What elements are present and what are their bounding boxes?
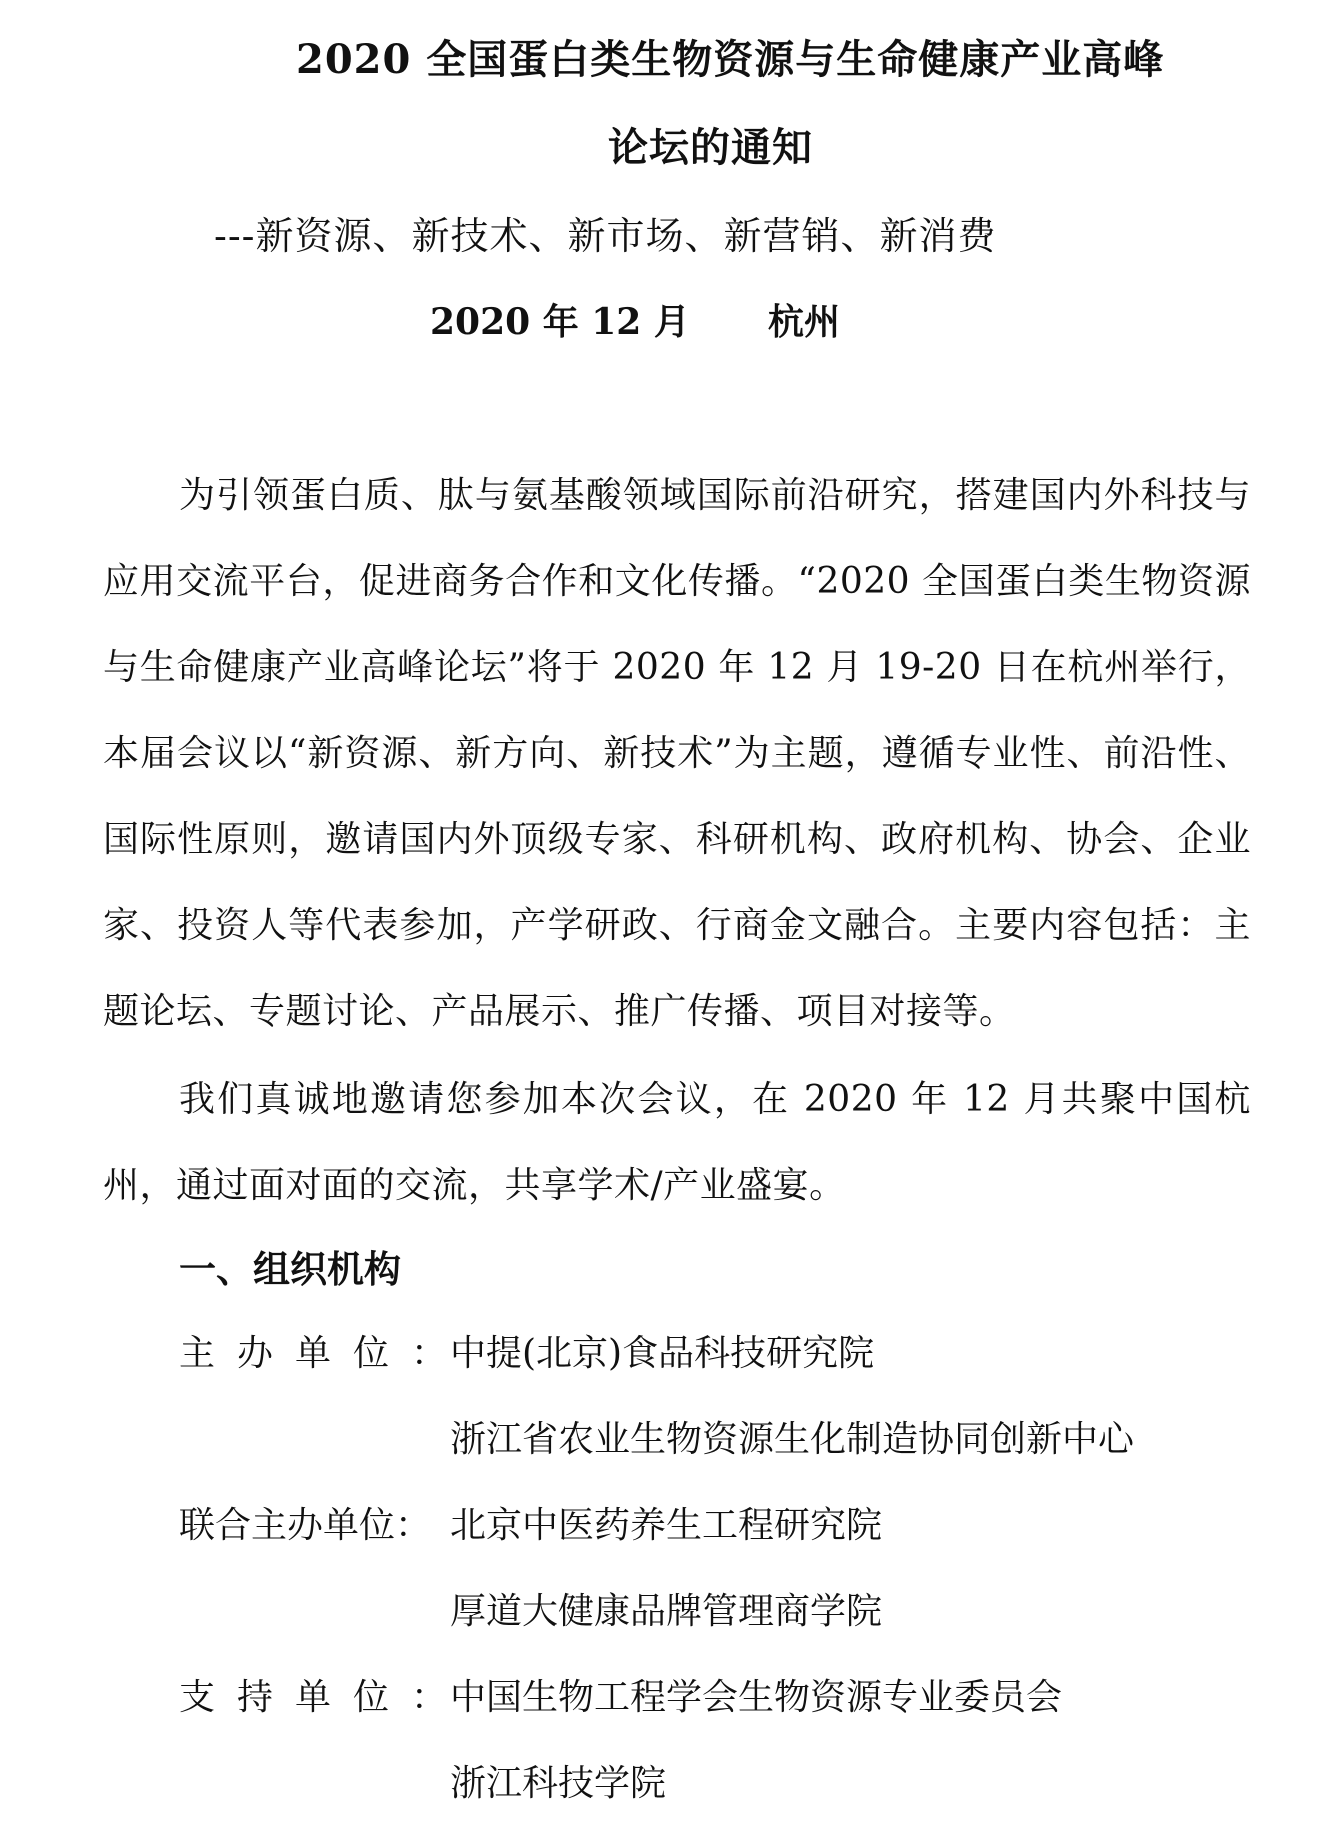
- intro-paragraph: 为引领蛋白质、肽与氨基酸领域国际前沿研究，搭建国内外科技与应用交流平台，促进商务合作和文化传播。“2020 全国蛋白类生物资源与生命健康产业高峰论坛”将于 2020 年 12 月 19-20 日在杭州举行，本届会议以“新资源、新方向、新技术”为主题，遵循专业性、前沿性、国际性原则，邀请国内外顶级专家、科研机构、政府机构、协会、企业家、投资人等代表参加，产学研政、行商金文融合。主要内容包括：主题论坛、专题讨论、产品展示、推广传播、项目对接等。: [103, 475, 1251, 1032]
- section-heading-organization: 一、组织机构: [179, 1247, 401, 1291]
- conference-date: 2020 年 12 月: [430, 301, 690, 343]
- organizer-cohost-2: 厚道大健康品牌管理商学院: [450, 1591, 883, 1632]
- organizer-host-1: 中提(北京)食品科技研究院: [450, 1333, 875, 1374]
- organizer-label-cohost: 联合主办单位：: [179, 1505, 432, 1546]
- subtitle: ---新资源、新技术、新市场、新营销、新消费: [214, 214, 997, 258]
- organizer-host-2: 浙江省农业生物资源生化制造协同创新中心: [450, 1419, 1135, 1460]
- organizer-supporter-2: 浙江科技学院: [450, 1763, 667, 1804]
- conference-place: 杭州: [768, 301, 841, 343]
- title-line-1: 2020 全国蛋白类生物资源与生命健康产业高峰: [296, 36, 1165, 83]
- organizer-supporter-1: 中国生物工程学会生物资源专业委员会: [450, 1677, 1063, 1718]
- organizer-label-host: 主办单位：: [179, 1333, 470, 1374]
- organizer-cohost-1: 北京中医药养生工程研究院: [450, 1505, 883, 1546]
- invitation-paragraph: 我们真诚地邀请您参加本次会议，在 2020 年 12 月共聚中国杭州，通过面对面的交流，共享学术/产业盛宴。: [103, 1079, 1251, 1206]
- title-line-2: 论坛的通知: [608, 124, 813, 171]
- organizer-label-supporter: 支持单位：: [179, 1677, 470, 1718]
